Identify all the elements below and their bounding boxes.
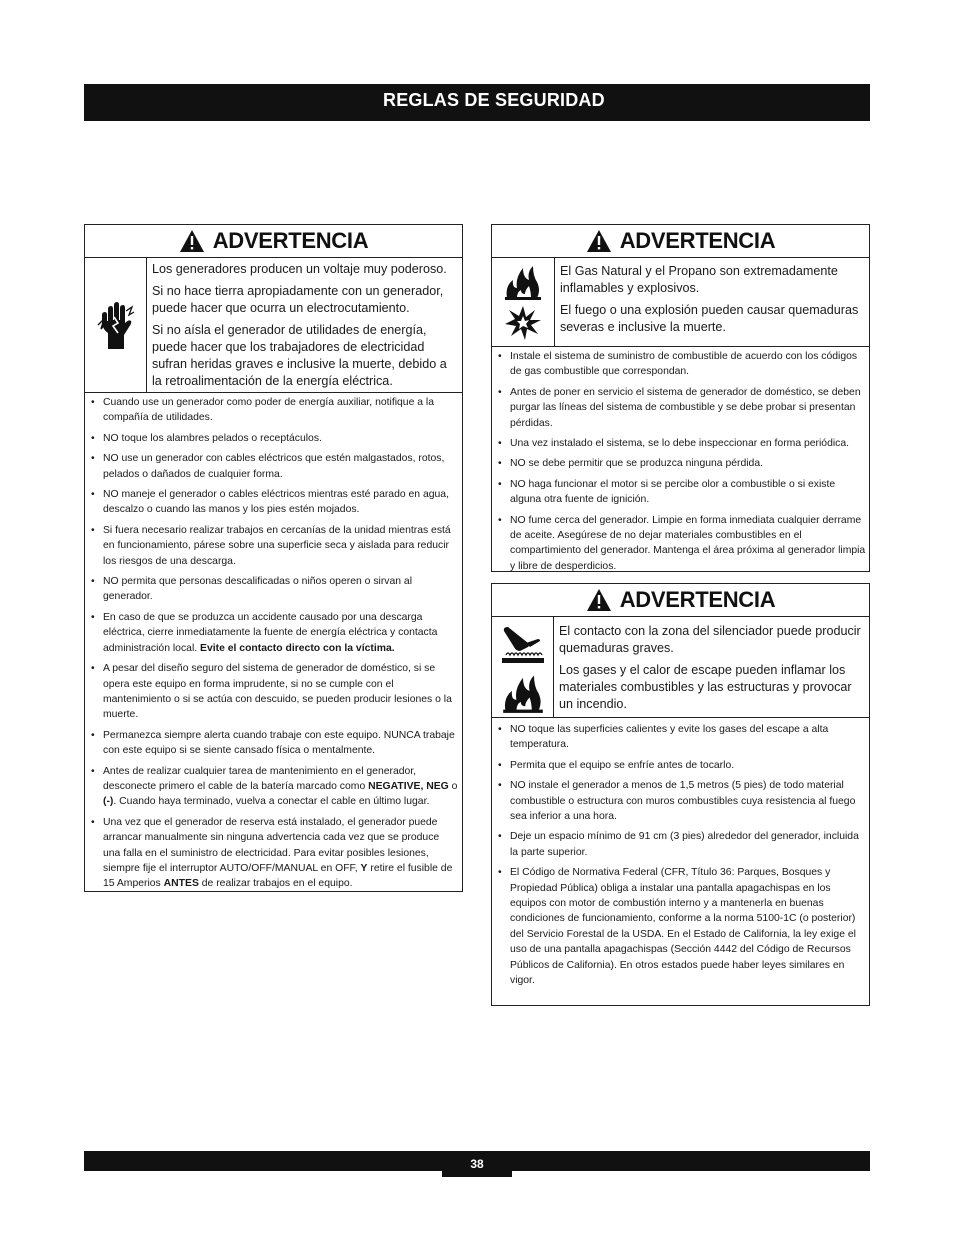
rule-text: retire el fusible de 15 Amperios xyxy=(103,862,453,890)
fire-icon xyxy=(501,671,545,713)
hazard-text: El contacto con la zona del silenciador puede producir quemaduras graves. xyxy=(559,624,861,655)
rule-emphasis: ANTES xyxy=(163,878,199,890)
hazard-text: Si no hace tierra apropiadamente con un generador, puede hacer que ocurra un electrocutamiento. xyxy=(152,284,444,315)
rule-text: Una vez que el generador de reserva está instalado, el generador puede arrancar manualmente sin ninguna advertencia cada vez que se produce una falla en el suministro de electricidad. Para evitar posibles lesiones, siempre fije el interruptor AUTO/OFF/MANUAL en OFF, xyxy=(103,816,440,874)
safety-rules-list xyxy=(85,393,462,901)
hazard-icons xyxy=(492,617,554,717)
list-item: • NO instale el generador a menos de 1,5 metros (5 pies) de todo material combustible o estructura con muros combustibles cuya resistencia al fuego sea inferior a una hora. xyxy=(498,778,866,824)
warning-triangle-icon xyxy=(586,229,612,253)
hazard-icons xyxy=(492,258,555,346)
list-item: • Deje un espacio mínimo de 91 cm (3 pies) alrededor del generador, incluida la parte superior. xyxy=(498,829,866,860)
fire-icon xyxy=(503,262,543,300)
hazard-text: Los generadores producen un voltaje muy poderoso. xyxy=(152,262,447,276)
rule-text: de realizar trabajos en el equipo. xyxy=(198,878,353,890)
list-item: • NO maneje el generador o cables eléctricos mientras esté parado en agua, descalzo o cuando las manos y los pies estén mojados. xyxy=(91,487,459,518)
list-item: • NO se debe permitir que se produzca ninguna pérdida. xyxy=(498,456,866,471)
warning-title: ADVERTENCIA xyxy=(619,228,776,253)
list-item: • NO toque los alambres pelados o receptáculos. xyxy=(91,431,459,446)
hazard-text: Los gases y el calor de escape pueden inflamar los materiales combustibles y las estructuras y provocar un incendio. xyxy=(559,663,852,711)
list-item xyxy=(91,610,459,656)
hazard-intro xyxy=(492,617,869,718)
list-item: • A pesar del diseño seguro del sistema de generador de doméstico, si se opera este equipo en forma imprudente, si no se cumple con el mantenimiento o si se actúa con descuido, se pueden producir lesiones o la muerte. xyxy=(91,661,459,723)
warning-heading xyxy=(492,584,869,617)
warning-triangle-icon xyxy=(586,588,612,612)
list-item: • Una vez instalado el sistema, se lo debe inspeccionar en forma periódica. xyxy=(498,436,866,451)
rule-emphasis: Evite el contacto directo con la víctima. xyxy=(200,642,395,654)
warning-heading xyxy=(492,225,869,258)
page-number: 38 xyxy=(442,1151,512,1177)
rule-text: o xyxy=(448,780,458,792)
warning-title: ADVERTENCIA xyxy=(212,228,369,253)
warning-box-fuel xyxy=(491,224,870,572)
list-item xyxy=(91,764,459,810)
list-item: • NO toque las superficies calientes y evite los gases del escape a alta temperatura. xyxy=(498,722,866,753)
safety-rules-list xyxy=(492,347,869,583)
header-bar xyxy=(84,84,870,121)
rule-text: En caso de que se produzca un accidente causado por una descarga eléctrica, cierre inmediatamente la fuente de energía eléctrica y contacta administración local. xyxy=(103,611,438,654)
list-item: • El Código de Normativa Federal (CFR, Título 36: Parques, Bosques y Propiedad Pública) obliga a instalar una pantalla apagachispas en los equipos con motor de combustión interno y a mantenerla en buenas condiciones de funcionamiento, conforme a la norma 5100-1C (o posterior) del Servicio Forestal de la USDA. En el Estado de California, la ley exige el uso de una pantalla apagachispas (Sección 4442 del Código de Recursos Públicos de California). En otros estados puede haber leyes similares en vigor. xyxy=(498,865,866,988)
list-item: • Cuando use un generador como poder de energía auxiliar, notifique a la compañía de utilidades. xyxy=(91,395,459,426)
explosion-icon xyxy=(503,304,543,342)
hazard-description xyxy=(147,258,462,392)
list-item: • Si fuera necesario realizar trabajos en cercanías de la unidad mientras está en funcionamiento, párese sobre una superficie seca y aislada para reducir los riesgos de una descarga. xyxy=(91,523,459,569)
electric-shock-icon xyxy=(96,299,136,351)
hot-surface-icon xyxy=(500,621,546,665)
list-item xyxy=(91,815,459,892)
hazard-description xyxy=(554,617,868,717)
safety-rules-list xyxy=(492,718,869,998)
section-title: REGLAS DE SEGURIDAD xyxy=(383,90,605,110)
rule-emphasis: NEGATIVE, NEG xyxy=(368,780,449,792)
warning-box-exhaust xyxy=(491,583,870,1006)
hazard-intro xyxy=(492,258,869,347)
warning-heading xyxy=(85,225,462,258)
list-item: • Instale el sistema de suministro de combustible de acuerdo con los códigos de gas combustible que correspondan. xyxy=(498,349,866,380)
rule-emphasis: Y xyxy=(360,862,368,874)
rule-text: Antes de realizar cualquier tarea de mantenimiento en el generador, desconecte primero el cable de la batería marcado como xyxy=(103,765,417,792)
hazard-description xyxy=(555,258,868,346)
list-item: • Permita que el equipo se enfríe antes de tocarlo. xyxy=(498,758,866,773)
hazard-text: El fuego o una explosión pueden causar quemaduras severas e inclusive la muerte. xyxy=(560,303,859,334)
hazard-icons xyxy=(85,258,147,392)
list-item: • NO fume cerca del generador. Limpie en forma inmediata cualquier derrame de aceite. Asegúrese de no dejar materiales combustibles en el compartimiento del generador. Mantenga el área próxima al generador limpia y libre de desperdicios. xyxy=(498,513,866,575)
list-item: • Permanezca siempre alerta cuando trabaje con este equipo. NUNCA trabaje con este equipo si se siente cansado física o mentalmente. xyxy=(91,728,459,759)
hazard-text: El Gas Natural y el Propano son extremadamente inflamables y explosivos. xyxy=(560,264,838,295)
list-item: • Antes de poner en servicio el sistema de generador de doméstico, se deben purgar las líneas del sistema de combustible y se debe probar si presentan pérdidas. xyxy=(498,385,866,431)
hazard-text: Si no aísla el generador de utilidades de energía, puede hacer que los trabajadores de electricidad sufran heridas graves e inclusive la muerte, debido a la retroalimentación de la energía eléctrica. xyxy=(152,323,447,388)
warning-triangle-icon xyxy=(179,229,205,253)
warning-title: ADVERTENCIA xyxy=(619,587,776,612)
rule-text: . Cuando haya terminado, vuelva a conectar el cable en último lugar. xyxy=(113,796,430,808)
list-item: • NO use un generador con cables eléctricos que estén malgastados, rotos, pelados o dañados de cualquier forma. xyxy=(91,451,459,482)
list-item: • NO permita que personas descalificadas o niños operen o sirvan al generador. xyxy=(91,574,459,605)
warning-box-electrical xyxy=(84,224,463,892)
hazard-intro xyxy=(85,258,462,393)
rule-emphasis: (-) xyxy=(103,796,114,808)
list-item: • NO haga funcionar el motor si se percibe olor a combustible o si existe alguna otra fuente de ignición. xyxy=(498,477,866,508)
